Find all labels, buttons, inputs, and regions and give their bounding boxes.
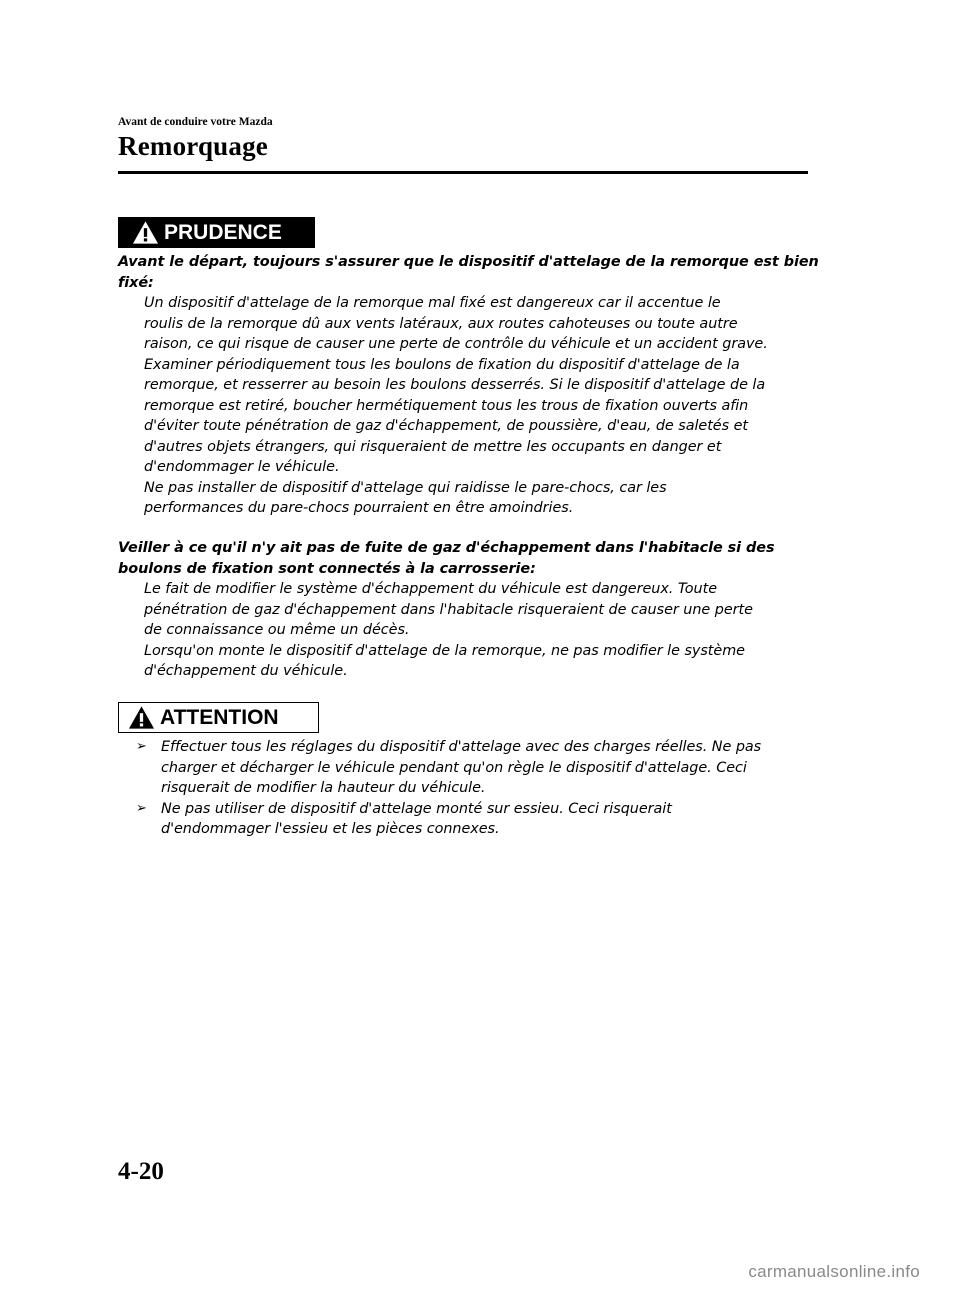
text-line: de connaissance ou même un décès.	[144, 622, 410, 638]
prudence-block-2	[118, 538, 818, 682]
text-line: risquerait de modifier la hauteur du véhicule.	[161, 780, 486, 796]
text-line: boulons de fixation sont connectés à la carrosserie:	[118, 560, 536, 577]
page-number: 4-20	[118, 1158, 164, 1185]
text-line: Examiner périodiquement tous les boulons de fixation du dispositif d'attelage de la	[144, 356, 740, 373]
prudence-lead	[118, 538, 818, 579]
text-line: Ne pas utiliser de dispositif d'attelage monté sur essieu. Ceci risquerait	[161, 800, 672, 817]
attention-badge	[118, 702, 319, 733]
text-line: remorque est retiré, boucher hermétiquement tous les trous de fixation ouverts afin	[144, 397, 749, 414]
page-title: Remorquage	[118, 131, 268, 161]
header-rule	[118, 171, 808, 174]
text-line: d'endommager le véhicule.	[144, 459, 340, 475]
text-line: d'échappement du véhicule.	[144, 663, 348, 679]
warning-triangle-icon	[128, 705, 155, 730]
watermark: carmanualsonline.info	[748, 1262, 920, 1281]
text-line: d'autres objets étrangers, qui risqueraient de mettre les occupants en danger et	[144, 438, 722, 455]
warning-triangle-icon	[132, 220, 159, 245]
prudence-badge	[118, 217, 315, 248]
text-line: Avant le départ, toujours s'assurer que le dispositif d'attelage de la remorque est bien	[118, 254, 819, 270]
arrow-bullet-icon: ➢	[136, 800, 147, 816]
attention-label: ATTENTION	[160, 705, 279, 729]
text-line: performances du pare-chocs pourraient en être amoindries.	[144, 500, 574, 516]
text-line: Veiller à ce qu'il n'y ait pas de fuite de gaz d'échappement dans l'habitacle si des	[118, 540, 775, 556]
text-line: pénétration de gaz d'échappement dans l'habitacle risqueraient de causer une perte	[144, 601, 753, 618]
prudence-body	[118, 293, 818, 519]
text-line: Le fait de modifier le système d'échappement du véhicule est dangereux. Toute	[144, 581, 718, 597]
prudence-lead	[118, 252, 818, 293]
arrow-bullet-icon: ➢	[136, 739, 147, 754]
text-line: Effectuer tous les réglages du dispositif d'attelage avec des charges réelles. Ne pas	[161, 739, 762, 755]
prudence-block-1	[118, 252, 818, 519]
text-line: fixé:	[118, 274, 154, 291]
text-line: raison, ce qui risque de causer une perte de contrôle du véhicule et un accident grave.	[144, 336, 768, 352]
text-line: d'endommager l'essieu et les pièces connexes.	[161, 821, 500, 837]
text-line: Lorsqu'on monte le dispositif d'attelage de la remorque, ne pas modifier le système	[144, 642, 745, 659]
list-item	[136, 737, 816, 799]
text-line: Un dispositif d'attelage de la remorque mal fixé est dangereux car il accentue le	[144, 295, 721, 311]
list-item	[136, 799, 816, 840]
prudence-body	[118, 579, 818, 682]
text-line: d'éviter toute pénétration de gaz d'échappement, de poussière, d'eau, de saletés et	[144, 418, 748, 434]
text-line: Ne pas installer de dispositif d'attelage qui raidisse le pare-chocs, car les	[144, 479, 667, 496]
header-section: Avant de conduire votre Mazda	[118, 116, 273, 128]
text-line: charger et décharger le véhicule pendant qu'on règle le dispositif d'attelage. Ceci	[161, 759, 747, 776]
prudence-label: PRUDENCE	[164, 220, 282, 244]
text-line: roulis de la remorque dû aux vents latéraux, aux routes cahoteuses ou toute autre	[144, 315, 738, 332]
attention-list	[136, 737, 816, 840]
text-line: remorque, et resserrer au besoin les boulons desserrés. Si le dispositif d'attelage de la	[144, 377, 766, 393]
